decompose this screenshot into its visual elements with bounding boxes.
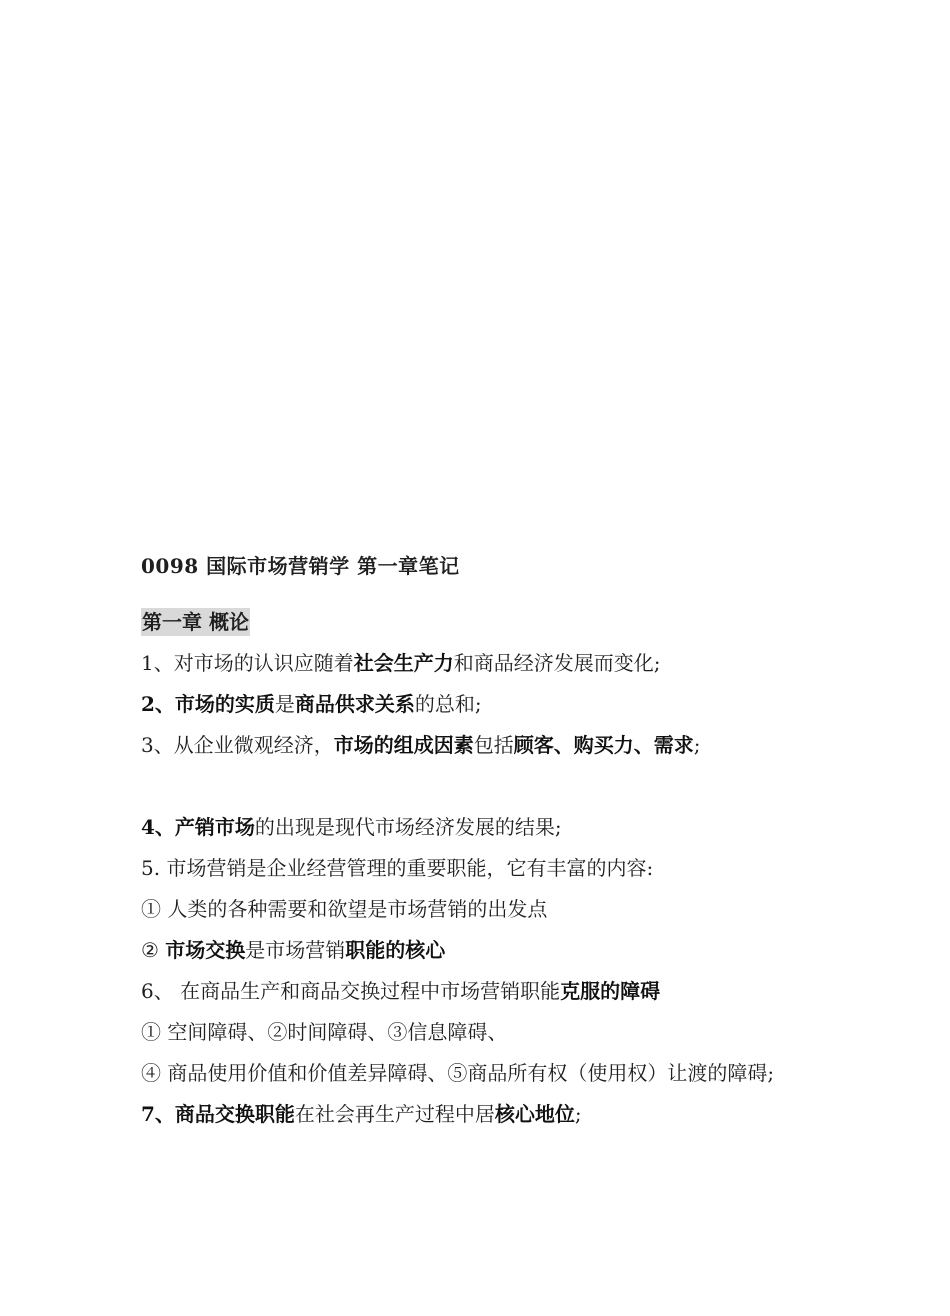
notes-body [141,602,821,1135]
bold-run: 职能的核心 [345,938,446,962]
text-run: 是市场营销 [245,938,346,962]
bold-run: 克服的障碍 [560,979,661,1003]
blank-line [141,766,821,807]
bold-run: 市场交换 [165,938,246,962]
bold-run: 核心地位 [494,1102,575,1126]
note-line-4 [141,807,821,848]
bold-run: 社会生产力 [353,651,454,675]
text-run: 的总和; [414,692,482,716]
bold-run: 4、产销市场 [141,815,255,839]
text-run: ; [693,733,701,757]
text-run: ① 人类的各种需要和欲望是市场营销的出发点 [141,897,548,921]
text-run: 的出现是现代市场经济发展的结果; [254,815,562,839]
note-line-1 [141,643,821,684]
text-run: 和商品经济发展而变化; [453,651,661,675]
text-run: 6、 在商品生产和商品交换过程中市场营销职能 [141,979,561,1003]
bold-run: 7、商品交换职能 [141,1102,295,1126]
chapter-heading-line [141,602,821,643]
note-line-5-item-2 [141,930,821,971]
text-run: ② [141,938,166,962]
bold-run: 2、市场的实质 [141,692,275,716]
note-line-3 [141,725,821,766]
bold-run: 顾客、购买力、需求 [513,733,694,757]
text-run: ; [574,1102,582,1126]
text-run: 包括 [473,733,514,757]
note-line-6-items-b [141,1053,821,1094]
note-line-5-item-1 [141,889,821,930]
text-run: 1、对市场的认识应随着 [141,651,354,675]
bold-run: 商品供求关系 [294,692,415,716]
chapter-heading: 第一章 概论 [142,610,249,634]
note-line-7 [141,1094,821,1135]
bold-run: 市场的组成因素 [333,733,474,757]
note-line-6 [141,971,821,1012]
text-run: 是 [274,692,295,716]
text-run: 3、从企业微观经济， [141,733,334,757]
note-line-2 [141,684,821,725]
text-run: ④ 商品使用价值和价值差异障碍、⑤商品所有权（使用权）让渡的障碍; [141,1061,775,1085]
document-title: 0098 国际市场营销学 第一章笔记 [141,554,460,578]
note-line-5 [141,848,821,889]
text-run: 5. 市场营销是企业经营管理的重要职能，它有丰富的内容: [141,856,654,880]
text-run: 在社会再生产过程中居 [294,1102,495,1126]
text-run: ① 空间障碍、②时间障碍、③信息障碍、 [141,1020,508,1044]
note-line-6-items-a [141,1012,821,1053]
